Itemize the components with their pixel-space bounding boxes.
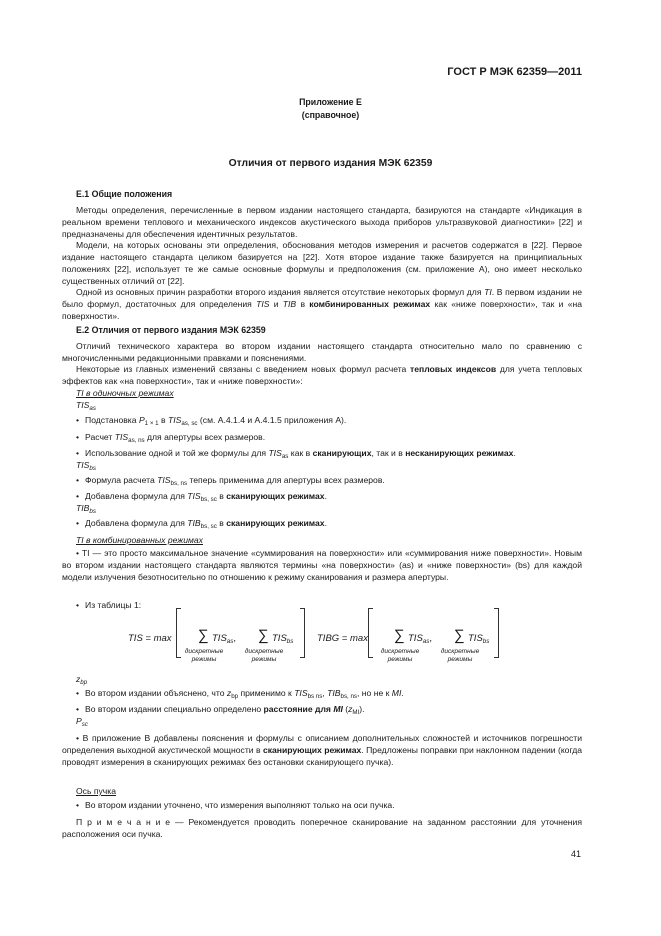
section-e1-paragraph-2: Модели, на которых основаны эти определения, обоснования методов измерения и расчетов содержатся в [22]. Первое издание настоящего стандарта целиком базируется на [22]. Хотя второе издание также базируется на принципиальных положениях [22], использует те же самые основные формулы и предположения (см. приложение А), оно имеет несколько существенных отличий от [22]. [62,240,582,286]
label-discrete-4: дискретные режимы [440,648,480,663]
bracket-right-1 [300,608,305,658]
bullet-added-tis: • Добавлена формула для $TIS_{bs, sc}$ в сканирующих режимах. [76,490,327,502]
sum-term-2: $TIS_{bs}$ [272,633,294,645]
single-modes-heading: TI в одиночных режимах [76,388,174,398]
appendix-b-paragraph: • В приложение В добавлены пояснения и формулы с описанием дополнительных сложностей и источников погрешности определения выходной акустической мощности в сканирующих режимах. Предложены поправки при наклонном падении (когда проводят измерения в сканирующих режимах без остановки сканирующего пучка). [62,733,583,767]
bullet-distance-mi: • Во втором издании специально определено расстояние для MI $(z_{MI})$. [76,703,365,715]
zbp-label: $z_{bp}$ [76,674,88,686]
appendix-type: (справочное) [301,110,360,120]
bullet-beam-axis: • Во втором издании уточнено, что измерения выполняют только на оси пучка. [76,799,395,811]
beam-axis-heading: Ось пучка [76,786,117,796]
tib-bs-label: $TIB_{bs}$ [76,503,96,515]
combined-modes-paragraph: • TI — это просто максимальное значение «суммирования на поверхности» или «суммирования ниже поверхности». Новым во втором издании настоящего стандарта являются термины «на поверхности» (as) и «ниже поверхности» (bs) для каждой модели излучения безотносительно по отношению к режиму сканирования и размера апертуры. [62,548,582,582]
sum-term-1: $TIS_{as}$, [212,633,236,645]
section-e2-paragraph-1: Отличий технического характера во втором издании настоящего стандарта относительно мало по сравнению с многочисленными редакционными правками и пояснениями. [62,341,582,363]
bullet-calculation: • Расчет $TIS_{as, ns}$ для апертуры всех размеров. [76,431,265,443]
label-discrete-3: дискретные режимы [380,648,420,663]
section-e1-paragraph-1: Методы определения, перечисленные в первом издании настоящего стандарта, базируются на стандарте «Индикация в реальном времени теплового и механического индексов акустического выхода приборов ультразвуковой диагностики» [22] и предназначены для обеспечения идентичных результатов. [62,205,582,239]
page-number: 41 [570,849,581,859]
sum-symbol-4: ∑ [454,627,465,644]
standard-header: ГОСТ Р МЭК 62359—2011 [447,66,582,78]
section-e2-heading: Е.2 Отличия от первого издания МЭК 62359 [76,325,266,335]
formula-tibg-lhs: TIBG = max [317,633,368,644]
bullet-same-formula: • Использование одной и той же формулы для $TIS_{as}$ как в сканирующих, так и в несканирующих режимах. [76,447,516,459]
tis-as-label: $TIS_{as}$ [76,400,96,412]
note-paragraph: П р и м е ч а н и е — Рекомендуется проводить поперечное сканирование на заданном расстоянии для уточнения расположения оси пучка. [62,817,583,839]
sum-symbol-3: ∑ [394,627,405,644]
sum-symbol-2: ∑ [258,627,269,644]
formula-tis-lhs: TIS = max [128,633,172,644]
tis-bs-label: $TIS_{bs}$ [76,460,96,472]
bullet-formula-bs: • Формула расчета $TIS_{bs, ns}$ теперь применима для апертуры всех размеров. [76,474,385,486]
bullet-added-tib: • Добавлена формула для $TIB_{bs, sc}$ в сканирующих режимах. [76,517,327,529]
section-e1-paragraph-3: Одной из основных причин разработки второго издания является отсутствие некоторых формул для TI. В первом издании не было формул, достаточных для определения TIS и TIB в комбинированных режимах как «ниже поверхности», так и «на поверхности». [62,287,583,321]
sum-term-3: $TIS_{as}$, [408,633,432,645]
label-discrete-2: дискретные режимы [244,648,284,663]
appendix-label: Приложение Е [299,97,362,107]
sum-symbol-1: ∑ [198,627,209,644]
section-e1-heading: Е.1 Общие положения [76,189,173,199]
bullet-zbp: • Во втором издании объяснено, что $z_{bp}$ применимо к $TIS_{bs ns}$, $TIB_{bs, ns}$, но не к MI. [76,687,404,699]
bullet-substitution: • Подстановка $P_{1 \times 1}$ в $TIS_{as, sc}$ (см. А.4.1.4 и А.4.1.5 приложения А). [76,414,346,426]
bullet-from-table: • Из таблицы 1: [76,599,141,611]
sum-term-4: $TIS_{bs}$ [468,633,490,645]
section-e2-paragraph-2: Некоторые из главных изменений связаны с введением новых формул расчета тепловых индексов для учета тепловых эффектов как «на поверхности», так и «ниже поверхности»: [62,364,582,386]
bracket-right-2 [494,608,499,658]
label-discrete-1: дискретные режимы [184,648,224,663]
page-title: Отличия от первого издания МЭК 62359 [228,158,433,169]
combined-modes-heading: TI в комбинированных режимах [76,535,203,545]
combined-formula [128,614,538,670]
psc-label: $P_{sc}$ [76,716,88,728]
